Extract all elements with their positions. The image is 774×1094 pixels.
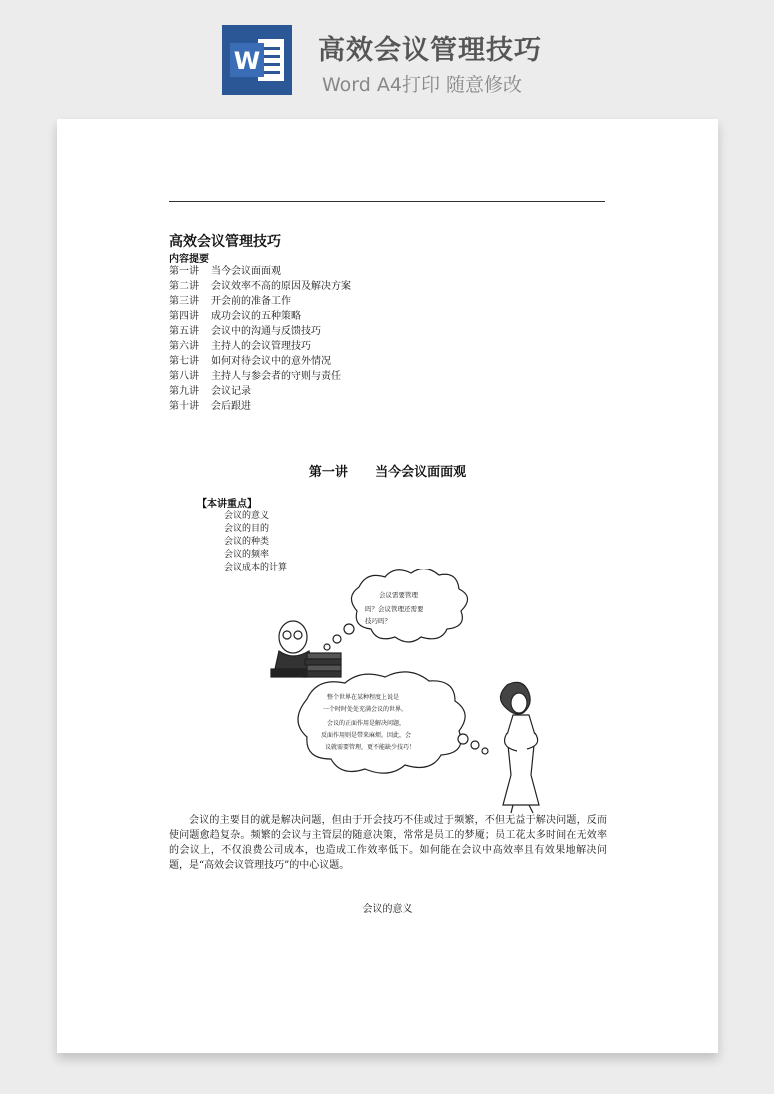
toc-item: 第一讲 当今会议面面观: [169, 266, 281, 277]
header-banner: [0, 0, 774, 112]
bubble-bottom-line: 反面作用则是带来麻烦。因此，会: [321, 732, 412, 739]
toc-item: 第二讲 会议效率不高的原因及解决方案: [169, 281, 351, 292]
bubble-bottom-line: 一个时时处处充满会议的世界。: [323, 706, 408, 713]
key-points-list: [224, 510, 287, 575]
document-page: [57, 119, 718, 1053]
banner-subtitle: Word A4打印 随意修改: [322, 74, 523, 96]
key-point: 会议的频率: [224, 550, 270, 560]
bubble-bottom-line: 整个世界在某种程度上说是: [327, 694, 400, 701]
lecture-title: 第一讲 当今会议面面观: [308, 465, 467, 480]
banner-title: 高效会议管理技巧: [318, 35, 542, 66]
toc-item: 第三讲 开会前的准备工作: [169, 296, 291, 307]
body-paragraph: 会议的主要目的就是解决问题，但由于开会技巧不佳或过于频繁，不但无益于解决问题，反而使问题愈趋复杂。频繁的会议与主管层的随意决策，常常是员工的梦魇；员工花太多时间在无效率的会议上，不仅浪费公司成本，也造成工作效率低下。如何能在会议中高效率且有效果地解决问题，是“高效会议管理技巧”的中心议题。: [169, 815, 607, 871]
toc-item: 第九讲 会议记录: [169, 386, 251, 397]
woman-figure: [500, 682, 539, 813]
bubble-bottom-line: 会议的正面作用是解决问题，: [327, 720, 406, 727]
key-points-label: 【本讲重点】: [197, 499, 257, 510]
header-rule: [169, 201, 605, 202]
bubble-top-line: 会议需要管理: [379, 591, 418, 599]
key-point: 会议的目的: [224, 524, 270, 534]
toc-item: 第五讲 会议中的沟通与反馈技巧: [169, 326, 321, 337]
man-with-books-figure: [271, 621, 341, 677]
meeting-cartoon-illustration: [267, 569, 557, 814]
toc-item: 第六讲 主持人的会议管理技巧: [169, 341, 311, 352]
toc-item: 第四讲 成功会议的五种策略: [169, 311, 301, 322]
key-point: 会议的意义: [224, 511, 270, 521]
key-point: 会议的种类: [224, 537, 270, 547]
logo-letter: W: [233, 47, 261, 75]
toc-item: 第八讲 主持人与参会者的守则与责任: [169, 371, 341, 382]
key-point: 会议成本的计算: [224, 563, 288, 573]
bubble-top-line: 技巧吗？: [365, 617, 391, 625]
section-subheading: 会议的意义: [362, 904, 413, 915]
table-of-contents: [169, 264, 351, 414]
toc-item: 第七讲 如何对待会议中的意外情况: [169, 356, 331, 367]
word-logo-icon: [222, 25, 292, 95]
document-title: 高效会议管理技巧: [169, 234, 281, 250]
bubble-bottom-line: 议就需要管理，更不能缺少技巧！: [325, 744, 416, 751]
bubble-top-line: 吗？会议管理还需要: [365, 605, 424, 613]
toc-item: 第十讲 会后跟进: [169, 401, 251, 412]
toc-heading: 内容提要: [169, 254, 209, 265]
